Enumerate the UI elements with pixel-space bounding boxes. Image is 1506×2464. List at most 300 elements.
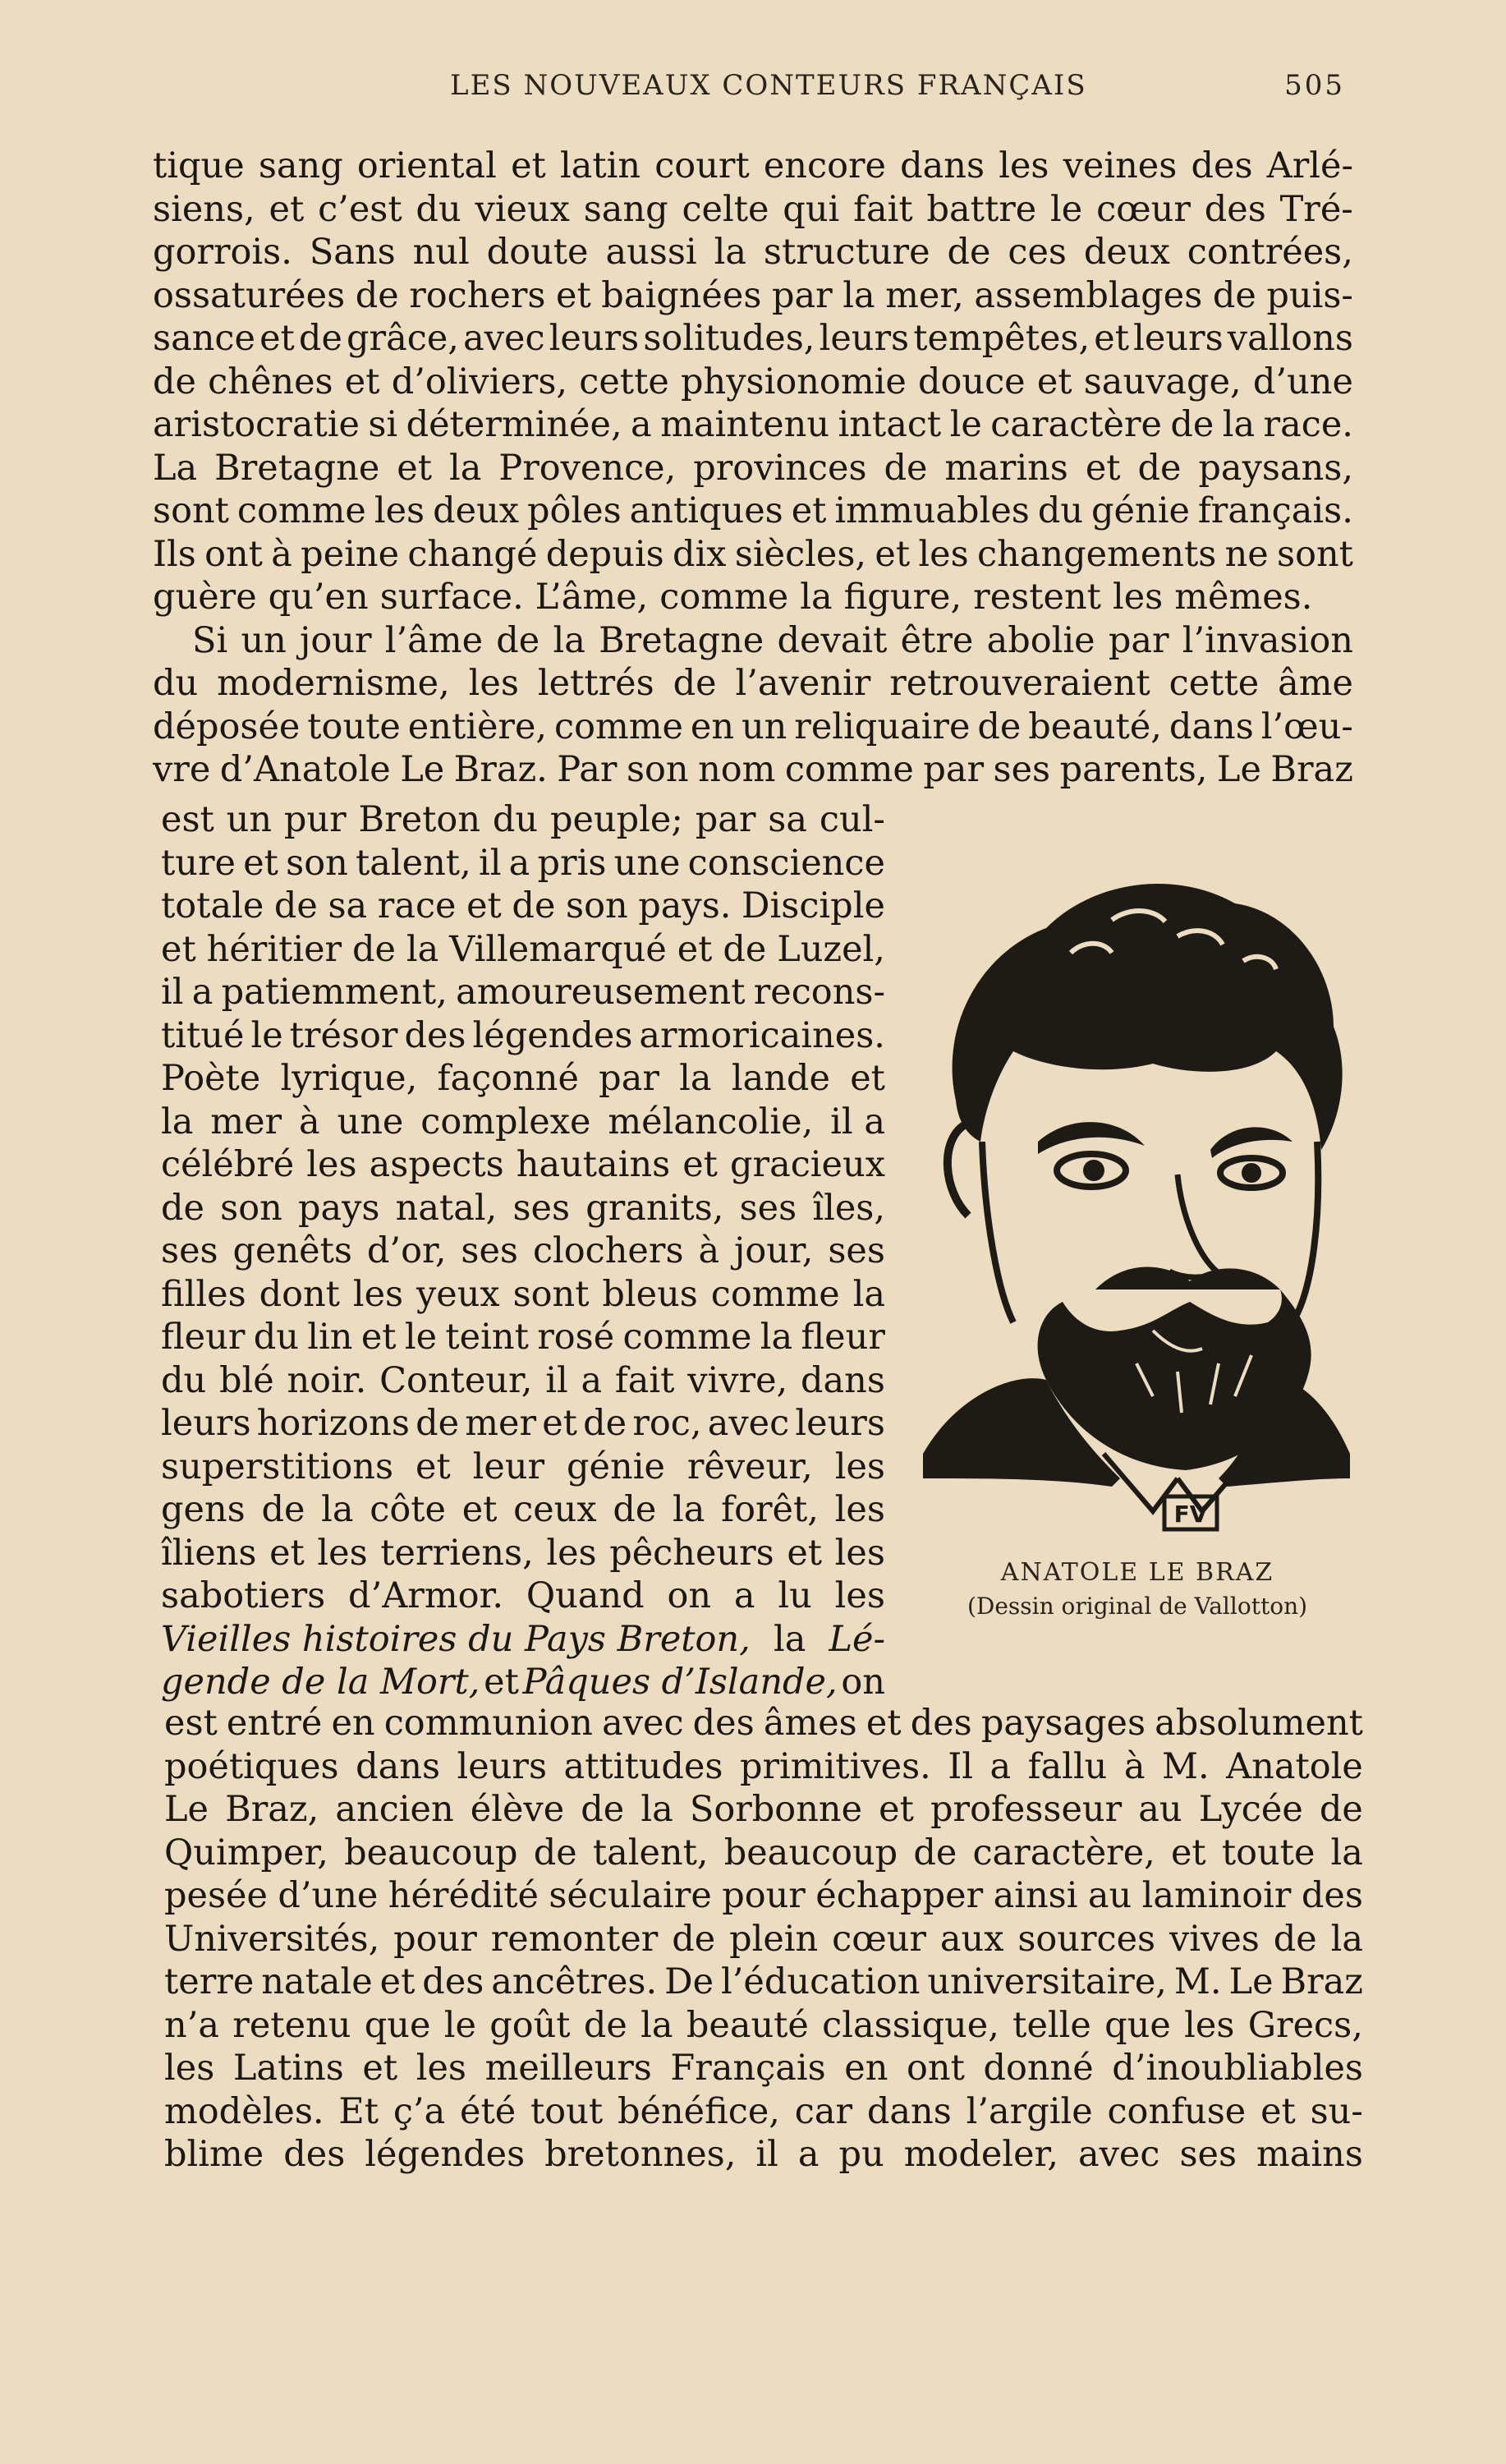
word: son xyxy=(566,885,628,926)
text-line xyxy=(153,447,1353,490)
word: des xyxy=(1191,145,1253,186)
text-line xyxy=(161,1143,885,1187)
text-line xyxy=(161,1661,885,1704)
word: et xyxy=(466,885,502,926)
word: complexe xyxy=(420,1101,591,1142)
word: bénéfice, xyxy=(617,2090,780,2132)
word: leurs xyxy=(457,1745,548,1787)
word: aux xyxy=(939,1918,1004,1960)
word: de xyxy=(1319,1789,1363,1830)
word: ses xyxy=(1179,2134,1237,2175)
word: le xyxy=(949,404,982,445)
word: du xyxy=(416,188,461,230)
text-line xyxy=(153,274,1353,318)
word: âmes xyxy=(763,1703,857,1744)
text-line xyxy=(153,231,1353,274)
word: Français xyxy=(670,2048,826,2089)
word: mer, xyxy=(885,274,964,316)
word: les xyxy=(918,533,969,575)
word: du xyxy=(253,1317,299,1358)
word: il xyxy=(545,1359,568,1401)
word: forêt, xyxy=(721,1489,819,1530)
text-line xyxy=(161,928,885,972)
word: et xyxy=(542,1403,577,1444)
word: lin xyxy=(307,1317,353,1358)
text-line xyxy=(161,798,885,842)
caption-name: ANATOLE LE BRAZ xyxy=(1000,1558,1274,1587)
word: Braz xyxy=(1280,1961,1363,2002)
word: les xyxy=(999,145,1049,186)
word: de xyxy=(161,1187,204,1229)
text-line xyxy=(161,1488,885,1532)
word: Ils xyxy=(153,533,196,575)
word: comme xyxy=(710,1273,840,1315)
word: Il xyxy=(948,1745,974,1787)
word: français. xyxy=(1197,490,1353,531)
word: un xyxy=(741,706,787,747)
word: la xyxy=(553,619,585,661)
word: élève xyxy=(470,1789,565,1830)
text-line xyxy=(161,1446,885,1489)
word: le xyxy=(250,1014,283,1056)
word: de xyxy=(298,318,342,359)
word: nom xyxy=(698,749,776,790)
paragraph-bottom xyxy=(164,1702,1363,2177)
word: et xyxy=(875,533,911,575)
text-line xyxy=(164,1832,1363,1875)
word: pur xyxy=(283,799,347,840)
word: entière, xyxy=(407,706,548,747)
word: et xyxy=(344,361,380,402)
word: célébré xyxy=(161,1144,295,1185)
word: lyrique, xyxy=(280,1058,418,1099)
word: filles xyxy=(161,1273,246,1315)
word: immuables xyxy=(834,490,1030,531)
word: De xyxy=(664,1961,714,2002)
word: deux xyxy=(1083,232,1170,273)
word: veines xyxy=(1063,145,1178,186)
word: Provence, xyxy=(498,447,677,489)
word: et xyxy=(360,1317,397,1358)
word: de xyxy=(512,885,556,926)
word: trésor xyxy=(289,1014,398,1056)
word: terre xyxy=(164,1961,255,2002)
word: M. xyxy=(1161,1745,1210,1787)
word: rochers xyxy=(409,274,546,316)
word: côte xyxy=(370,1489,446,1530)
word: dans xyxy=(866,2090,952,2132)
word: comme xyxy=(236,490,366,531)
word: de xyxy=(673,663,717,704)
word: professeur xyxy=(930,1789,1123,1830)
word: l’éducation xyxy=(720,1961,921,2002)
word: par xyxy=(1108,619,1169,661)
word: celte xyxy=(682,188,769,230)
word: de xyxy=(583,1403,627,1444)
word: de xyxy=(273,885,318,926)
word: d’Armor. xyxy=(348,1575,504,1616)
word: Conteur, xyxy=(379,1359,533,1401)
word: et xyxy=(259,318,295,359)
word: maintenu xyxy=(660,404,830,445)
figure-caption xyxy=(944,1556,1330,1623)
word: grâce, xyxy=(347,318,459,359)
word: les xyxy=(306,1144,357,1185)
word: cœur xyxy=(1096,188,1191,230)
word: gende de la Mort, xyxy=(161,1662,480,1703)
word: siècles, xyxy=(734,533,867,575)
word: dans xyxy=(356,1745,441,1787)
text-line xyxy=(164,1918,1363,1961)
word: est xyxy=(161,799,214,840)
word: héritier xyxy=(206,928,342,970)
word: l’argile xyxy=(966,2090,1093,2132)
word: des xyxy=(1204,188,1266,230)
portrait-drawing xyxy=(907,830,1366,1536)
word: Universités, xyxy=(164,1918,380,1960)
word: sont xyxy=(512,1273,590,1315)
word: beaucoup xyxy=(723,1832,898,1873)
word: changé xyxy=(407,533,538,575)
word: ne xyxy=(1224,533,1269,575)
word: et xyxy=(879,1789,914,1830)
word: amoureusement xyxy=(456,972,746,1013)
word: légendes xyxy=(365,2134,526,2175)
word: la xyxy=(760,1317,793,1358)
word: sa xyxy=(768,799,807,840)
word: comme xyxy=(784,749,914,790)
word: noir. xyxy=(287,1359,367,1401)
word: l’œu- xyxy=(1260,706,1353,747)
word: ceux xyxy=(513,1489,597,1530)
word: Arlé- xyxy=(1266,145,1353,186)
word: toute xyxy=(307,706,401,747)
word: Lé- xyxy=(829,1618,885,1660)
word: marins xyxy=(944,447,1068,489)
word: Poète xyxy=(161,1058,261,1099)
word: antiques xyxy=(629,490,783,531)
word: la xyxy=(1330,1918,1363,1960)
word: les xyxy=(374,490,425,531)
word: îles, xyxy=(812,1187,885,1229)
word: vivre, xyxy=(687,1359,788,1401)
word: Pâques d’Islande, xyxy=(522,1662,838,1703)
word: intact xyxy=(838,404,942,445)
word: de xyxy=(1273,1918,1317,1960)
word: modernisme, xyxy=(217,663,450,704)
word: et xyxy=(511,145,546,186)
word: de xyxy=(672,1918,716,1960)
word: guère xyxy=(153,577,257,618)
word: blé xyxy=(218,1359,274,1401)
word: ses xyxy=(512,1187,571,1229)
word: Le xyxy=(400,749,445,790)
word: fait xyxy=(853,188,913,230)
text-line xyxy=(164,1874,1363,1918)
word: peuple; xyxy=(549,799,683,840)
text-line xyxy=(164,2004,1363,2048)
word: ont xyxy=(204,533,263,575)
word: cette xyxy=(1169,663,1260,704)
word: Braz, xyxy=(225,1789,319,1830)
word: blime xyxy=(164,2134,264,2175)
word: leurs xyxy=(549,318,640,359)
word: du xyxy=(153,663,199,704)
word: par xyxy=(695,799,756,840)
word: devait xyxy=(777,619,888,661)
word: restent xyxy=(973,577,1101,618)
text-line xyxy=(161,885,885,928)
word: provinces xyxy=(693,447,867,489)
word: douce xyxy=(917,361,1026,402)
word: a xyxy=(989,1745,1012,1787)
word: patiemment, xyxy=(221,972,448,1013)
word: modeler, xyxy=(903,2134,1059,2175)
word: de xyxy=(583,2004,627,2046)
word: d’or, xyxy=(366,1230,447,1271)
text-line xyxy=(161,1101,885,1144)
running-title: LES NOUVEAUX CONTEURS FRANÇAIS xyxy=(450,69,1087,102)
word: Disciple xyxy=(742,885,885,926)
word: classique, xyxy=(822,2004,999,2046)
word: puis- xyxy=(1266,274,1353,316)
word: leurs xyxy=(819,318,910,359)
word: de xyxy=(1170,404,1214,445)
word: d’une xyxy=(1252,361,1353,402)
word: jour, xyxy=(734,1230,814,1271)
text-line xyxy=(164,2090,1363,2134)
word: la xyxy=(843,274,875,316)
word: aussi xyxy=(605,232,697,273)
word: comme xyxy=(622,1317,752,1358)
word: de xyxy=(1137,447,1182,489)
word: ancêtres. xyxy=(491,1961,658,2002)
word: son xyxy=(626,749,689,790)
word: fleur xyxy=(801,1317,885,1358)
word: de xyxy=(533,1832,577,1873)
word: dix xyxy=(673,533,727,575)
word: talent, xyxy=(592,1832,709,1873)
text-line xyxy=(164,1745,1363,1789)
word: de xyxy=(261,1489,305,1530)
word: bretonnes, xyxy=(544,2134,737,2175)
word: de xyxy=(153,361,196,402)
word: su- xyxy=(1310,2090,1363,2132)
word: la xyxy=(673,1489,705,1530)
word: hérédité xyxy=(388,1875,539,1916)
word: granits, xyxy=(585,1187,724,1229)
word: reliquaire xyxy=(794,706,971,747)
word: rosé xyxy=(537,1317,615,1358)
word: l’invasion xyxy=(1182,619,1353,661)
word: ture xyxy=(161,842,236,884)
word: leurs xyxy=(795,1403,885,1444)
word: attitudes xyxy=(563,1745,723,1787)
text-line xyxy=(164,1788,1363,1832)
word: génie xyxy=(1091,490,1190,531)
word: gens xyxy=(161,1489,246,1530)
word: titué xyxy=(161,1014,245,1056)
word: La xyxy=(153,447,198,489)
word: yeux xyxy=(416,1273,500,1315)
word: assemblages xyxy=(974,274,1203,316)
word: vives xyxy=(1169,1918,1260,1960)
word: parents, xyxy=(1059,749,1208,790)
word: horizons xyxy=(256,1403,410,1444)
word: si xyxy=(368,404,398,445)
word: paysans, xyxy=(1198,447,1353,489)
word: deux xyxy=(433,490,520,531)
word: Et xyxy=(338,2090,379,2132)
word: pesée xyxy=(164,1875,268,1916)
word: court xyxy=(654,145,750,186)
word: les xyxy=(352,1273,404,1315)
text-line xyxy=(161,971,885,1014)
word: Luzel, xyxy=(777,928,885,970)
word: sources xyxy=(1017,1918,1156,1960)
text-line xyxy=(164,1961,1363,2004)
word: car xyxy=(794,2090,853,2132)
word: de xyxy=(355,274,399,316)
word: leurs xyxy=(161,1403,251,1444)
word: du xyxy=(161,1359,207,1401)
word: en xyxy=(844,2048,888,2089)
word: d’Anatole xyxy=(219,749,391,790)
word: la xyxy=(714,232,746,273)
word: physionomie xyxy=(681,361,907,402)
word: on xyxy=(667,1575,712,1616)
word: de xyxy=(913,1832,957,1873)
word: séculaire xyxy=(549,1875,712,1916)
word: pôles xyxy=(526,490,622,531)
word: absolument xyxy=(1155,1703,1363,1744)
word: leur xyxy=(472,1446,545,1487)
word: il xyxy=(755,2134,778,2175)
word: lettrés xyxy=(537,663,654,704)
word: race. xyxy=(1263,404,1353,445)
word: la xyxy=(448,447,482,489)
word: gracieux xyxy=(730,1144,885,1185)
word: conscience xyxy=(687,842,885,884)
word: et xyxy=(379,1961,416,2002)
text-line xyxy=(153,748,1353,792)
word: pêcheurs xyxy=(609,1532,774,1574)
word: caractère xyxy=(990,404,1162,445)
word: la xyxy=(641,2004,673,2046)
word: une xyxy=(613,842,681,884)
word: ses xyxy=(828,1230,885,1271)
word: les xyxy=(164,2048,215,2089)
word: et xyxy=(850,1058,885,1099)
word: avec xyxy=(1078,2134,1160,2175)
word: ossaturées xyxy=(153,274,346,316)
word: a xyxy=(733,1575,755,1616)
text-line xyxy=(153,706,1353,749)
word: le xyxy=(1050,188,1083,230)
word: aristocratie xyxy=(153,404,360,445)
text-line xyxy=(153,403,1353,447)
word: vre xyxy=(153,749,211,790)
text-line xyxy=(161,1187,885,1230)
word: ses xyxy=(739,1187,797,1229)
word: n’a xyxy=(164,2004,219,2046)
word: a xyxy=(631,404,652,445)
word: et xyxy=(791,490,827,531)
word: est xyxy=(164,1703,218,1744)
word: en xyxy=(690,706,735,747)
word: la xyxy=(1330,1832,1363,1873)
word: Grecs, xyxy=(1247,2004,1363,2046)
word: beaucoup xyxy=(344,1832,518,1873)
word: caractère, xyxy=(972,1832,1155,1873)
word: goût xyxy=(489,2004,571,2046)
word: fleur xyxy=(161,1317,246,1358)
word: entré xyxy=(226,1703,323,1744)
word: natal, xyxy=(395,1187,498,1229)
text-line xyxy=(161,1574,885,1618)
text-line xyxy=(161,1273,885,1317)
word: M. xyxy=(1173,1961,1222,2002)
word: l’avenir xyxy=(735,663,871,704)
word: ancien xyxy=(335,1789,454,1830)
word: surface. xyxy=(379,577,524,618)
word: de xyxy=(581,1789,625,1830)
paragraph-column xyxy=(161,798,885,1704)
text-line xyxy=(153,576,1353,619)
word: à xyxy=(271,533,292,575)
word: latin xyxy=(559,145,641,186)
word: et xyxy=(397,447,432,489)
word: à xyxy=(298,1101,320,1142)
word: comme xyxy=(659,577,789,618)
word: ses xyxy=(461,1230,519,1271)
word: fallu xyxy=(1027,1745,1108,1787)
word: il a xyxy=(830,1101,885,1142)
caption-credit: (Dessin original de Vallotton) xyxy=(967,1593,1308,1620)
word: bleus xyxy=(602,1273,698,1315)
word: remonter xyxy=(490,1918,659,1960)
word: Sans xyxy=(309,232,396,273)
word: on xyxy=(841,1662,885,1703)
word: et xyxy=(269,188,305,230)
word: des xyxy=(910,1703,972,1744)
word: qu’en xyxy=(268,577,369,618)
text-line xyxy=(153,662,1353,706)
word: et xyxy=(682,1144,718,1185)
word: les xyxy=(1112,577,1164,618)
word: sance xyxy=(153,318,255,359)
word: cul- xyxy=(819,799,885,840)
word: Vieilles histoires du Pays Breton, xyxy=(161,1618,751,1660)
word: dans xyxy=(900,145,985,186)
word: par xyxy=(599,1058,659,1099)
word: mélancolie, xyxy=(608,1101,814,1142)
word: la xyxy=(161,1101,194,1142)
word: Le xyxy=(1216,749,1261,790)
word: dans xyxy=(1169,706,1254,747)
word: nul xyxy=(412,232,470,273)
word: contrées, xyxy=(1187,232,1353,273)
word: les xyxy=(317,1532,368,1574)
word: paysages xyxy=(980,1703,1146,1744)
word: pris xyxy=(537,842,607,884)
word: poétiques xyxy=(164,1745,339,1787)
word: ont xyxy=(907,2048,965,2089)
word: îliens xyxy=(161,1532,257,1574)
word: ses xyxy=(161,1230,218,1271)
word: sont xyxy=(1277,533,1353,575)
word: sa xyxy=(328,885,368,926)
